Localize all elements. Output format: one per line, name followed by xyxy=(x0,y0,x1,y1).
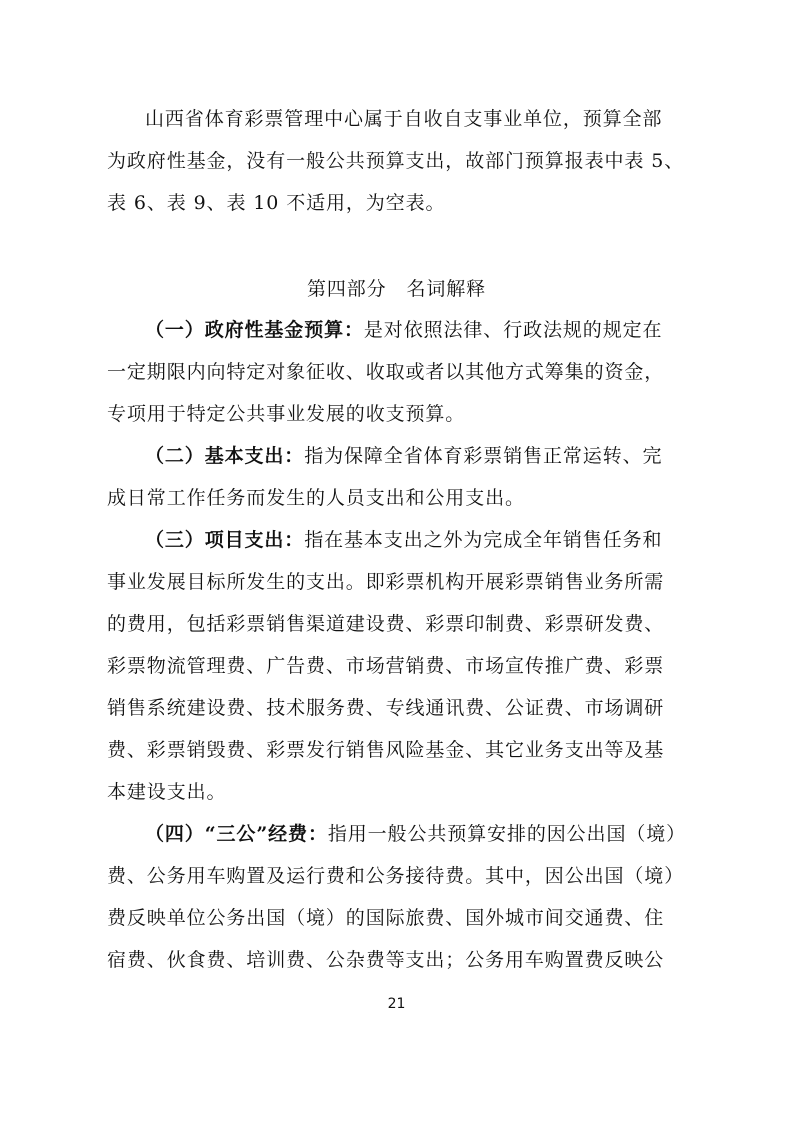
term-4-label: （四）“三公”经费： xyxy=(145,823,328,845)
intro-line-3: 表 6、表 9、表 10 不适用，为空表。 xyxy=(107,192,446,214)
term-3-line-2: 事业发展目标所发生的支出。即彩票机构开展彩票销售业务所需 xyxy=(107,571,665,593)
term-4-line-2: 费、公务用车购置及运行费和公务接待费。其中，因公出国（境） xyxy=(107,865,685,887)
term-1-label: （一）政府性基金预算： xyxy=(145,319,364,341)
term-3-line-5: 销售系统建设费、技术服务费、专线通讯费、公证费、市场调研 xyxy=(107,697,665,719)
term-3-label: （三）项目支出： xyxy=(145,529,305,551)
term-4-text: 指用一般公共预算安排的因公出国（境） xyxy=(327,823,687,845)
intro-line-2: 为政府性基金，没有一般公共预算支出，故部门预算报表中表 5、 xyxy=(107,150,685,172)
term-1-line-3: 专项用于特定公共事业发展的收支预算。 xyxy=(107,403,466,425)
term-2-label: （二）基本支出： xyxy=(145,445,305,467)
term-4-line-3: 费反映单位公务出国（境）的国际旅费、国外城市间交通费、住 xyxy=(107,907,665,929)
term-1-line-2: 一定期限内向特定对象征收、收取或者以其他方式筹集的资金， xyxy=(107,361,665,383)
term-1-first-line xyxy=(145,318,707,342)
term-2-line-2: 成日常工作任务而发生的人员支出和公用支出。 xyxy=(107,487,525,509)
term-3-text: 指在基本支出之外为完成全年销售任务和 xyxy=(304,529,663,551)
term-4-line-4: 宿费、伙食费、培训费、公杂费等支出；公务用车购置费反映公 xyxy=(107,949,665,971)
term-3-line-7: 本建设支出。 xyxy=(107,781,227,803)
term-4-first-line xyxy=(145,822,707,846)
term-1-text: 是对依照法律、行政法规的规定在 xyxy=(363,319,663,341)
page-number: 21 xyxy=(387,996,406,1012)
section-title: 第四部分 名词解释 xyxy=(306,278,487,300)
term-2-first-line xyxy=(145,444,707,468)
term-3-line-6: 费、彩票销毁费、彩票发行销售风险基金、其它业务支出等及基 xyxy=(107,739,665,761)
term-2-text: 指为保障全省体育彩票销售正常运转、完 xyxy=(304,445,663,467)
term-3-line-3: 的费用，包括彩票销售渠道建设费、彩票印制费、彩票研发费、 xyxy=(107,613,665,635)
term-3-first-line xyxy=(145,528,707,552)
term-3-line-4: 彩票物流管理费、广告费、市场营销费、市场宣传推广费、彩票 xyxy=(107,655,665,677)
intro-line-1: 山西省体育彩票管理中心属于自收自支事业单位，预算全部 xyxy=(145,108,663,130)
